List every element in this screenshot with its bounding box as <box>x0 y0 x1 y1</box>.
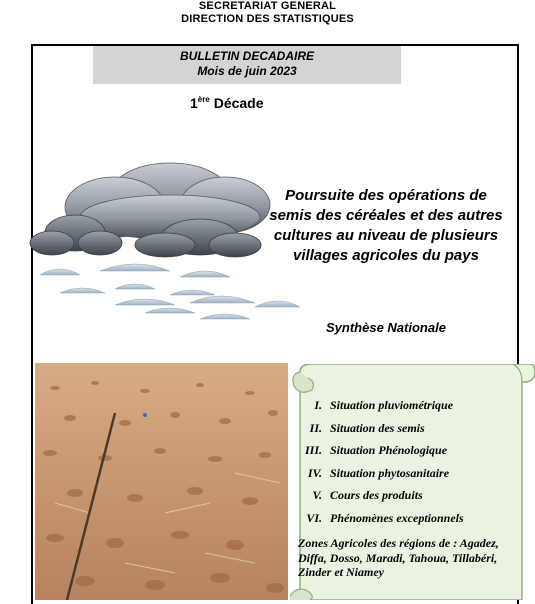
toc-label: Cours des produits <box>330 488 423 502</box>
toc-item-semis[interactable] <box>292 421 502 444</box>
table-of-contents <box>292 398 502 533</box>
toc-item-cours-produits[interactable] <box>292 488 502 511</box>
toc-number: I. <box>314 398 322 412</box>
bulletin-subtitle: Mois de juin 2023 <box>197 64 297 78</box>
decade-superscript: ère <box>197 95 210 104</box>
bulletin-box <box>93 46 401 84</box>
header-secretariat: SECRETARIAT GENERAL <box>198 0 337 12</box>
toc-label: Situation pluviométrique <box>330 398 454 412</box>
toc-item-phenomenes[interactable] <box>292 511 502 534</box>
toc-number: IV. <box>307 465 322 480</box>
blue-marker <box>143 413 147 417</box>
toc-number: V. <box>312 488 322 502</box>
bulletin-title: BULLETIN DECADAIRE <box>180 49 314 63</box>
decade-label: Décade <box>209 95 264 111</box>
headline: Poursuite des opérations de semis des céréales et des autres cultures au niveau de plusieurs villages agricoles du pays <box>269 187 503 264</box>
toc-label: Situation Phénologique <box>330 443 448 457</box>
toc-item-phenologie[interactable] <box>292 443 502 466</box>
toc-number: II. <box>309 420 322 435</box>
field-photo <box>35 363 288 600</box>
toc-item-phytosanitaire[interactable] <box>292 466 502 489</box>
toc-number: VI. <box>306 510 322 525</box>
zones-agricoles: Zones Agricoles des régions de : Agadez, Diffa, Dosso, Maradi, Tahoua, Tillabéri, Zinder et Niamey <box>298 536 499 579</box>
toc-label: Situation des semis <box>330 420 425 435</box>
toc-label: Phénomènes exceptionnels <box>330 510 464 525</box>
toc-number: III. <box>304 443 322 457</box>
toc-item-pluviometrie[interactable] <box>292 398 502 421</box>
toc-label: Situation phytosanitaire <box>330 465 450 480</box>
rain-drops-icon <box>40 264 300 319</box>
synthese-nationale: Synthèse Nationale <box>326 320 446 335</box>
decade-number: 1 <box>190 95 198 111</box>
decade-title <box>190 95 264 111</box>
header-direction: DIRECTION DES STATISTIQUES <box>181 13 354 25</box>
